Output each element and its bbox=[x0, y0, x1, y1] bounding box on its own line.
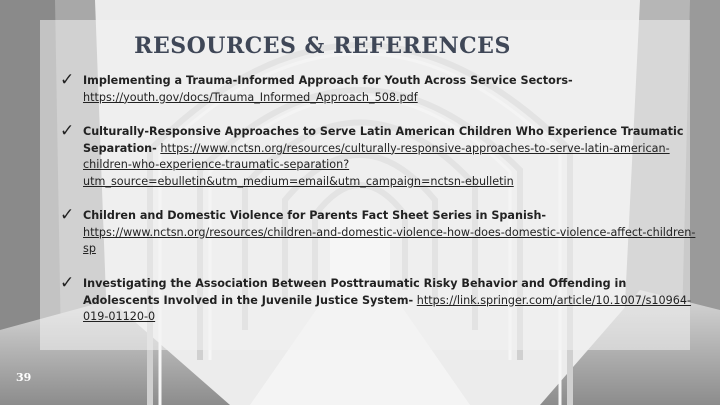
reference-link[interactable]: https://youth.gov/docs/Trauma_Informed_Approach_508.pdf bbox=[83, 90, 418, 104]
checkmark-icon: ✓ bbox=[60, 121, 75, 141]
checkmark-icon: ✓ bbox=[60, 273, 75, 293]
reference-link[interactable]: https://www.nctsn.org/resources/culturally-responsive-approaches-to-serve-latin-american-children-who-experience-traumatic-separation?utm_source=ebulletin&utm_medium=email&utm_campaign=nctsn-ebulletin bbox=[83, 141, 670, 188]
reference-item bbox=[60, 205, 700, 258]
reference-item bbox=[60, 70, 700, 106]
reference-title: Children and Domestic Violence for Parents Fact Sheet Series in Spanish- bbox=[83, 209, 547, 222]
reference-item bbox=[60, 273, 700, 326]
reference-link[interactable]: https://www.nctsn.org/resources/children-and-domestic-violence-how-does-domestic-violence-affect-children-sp bbox=[83, 225, 696, 255]
checkmark-icon: ✓ bbox=[60, 70, 75, 90]
reference-link[interactable]: https://link.springer.com/article/10.1007/s10964-019-01120-0 bbox=[83, 293, 692, 323]
page-number: 39 bbox=[16, 371, 32, 384]
checkmark-icon: ✓ bbox=[60, 205, 75, 225]
reference-title: Implementing a Trauma-Informed Approach for Youth Across Service Sectors- bbox=[83, 74, 573, 87]
reference-title: Culturally-Responsive Approaches to Serve Latin American Children Who Experience Traumatic Separation- bbox=[83, 125, 684, 155]
reference-title: Investigating the Association Between Posttraumatic Risky Behavior and Offending in Adolescents Involved in the Juvenile Justice System- bbox=[83, 277, 627, 307]
reference-item bbox=[60, 121, 700, 190]
slide-title: RESOURCES & REFERENCES bbox=[134, 33, 511, 59]
